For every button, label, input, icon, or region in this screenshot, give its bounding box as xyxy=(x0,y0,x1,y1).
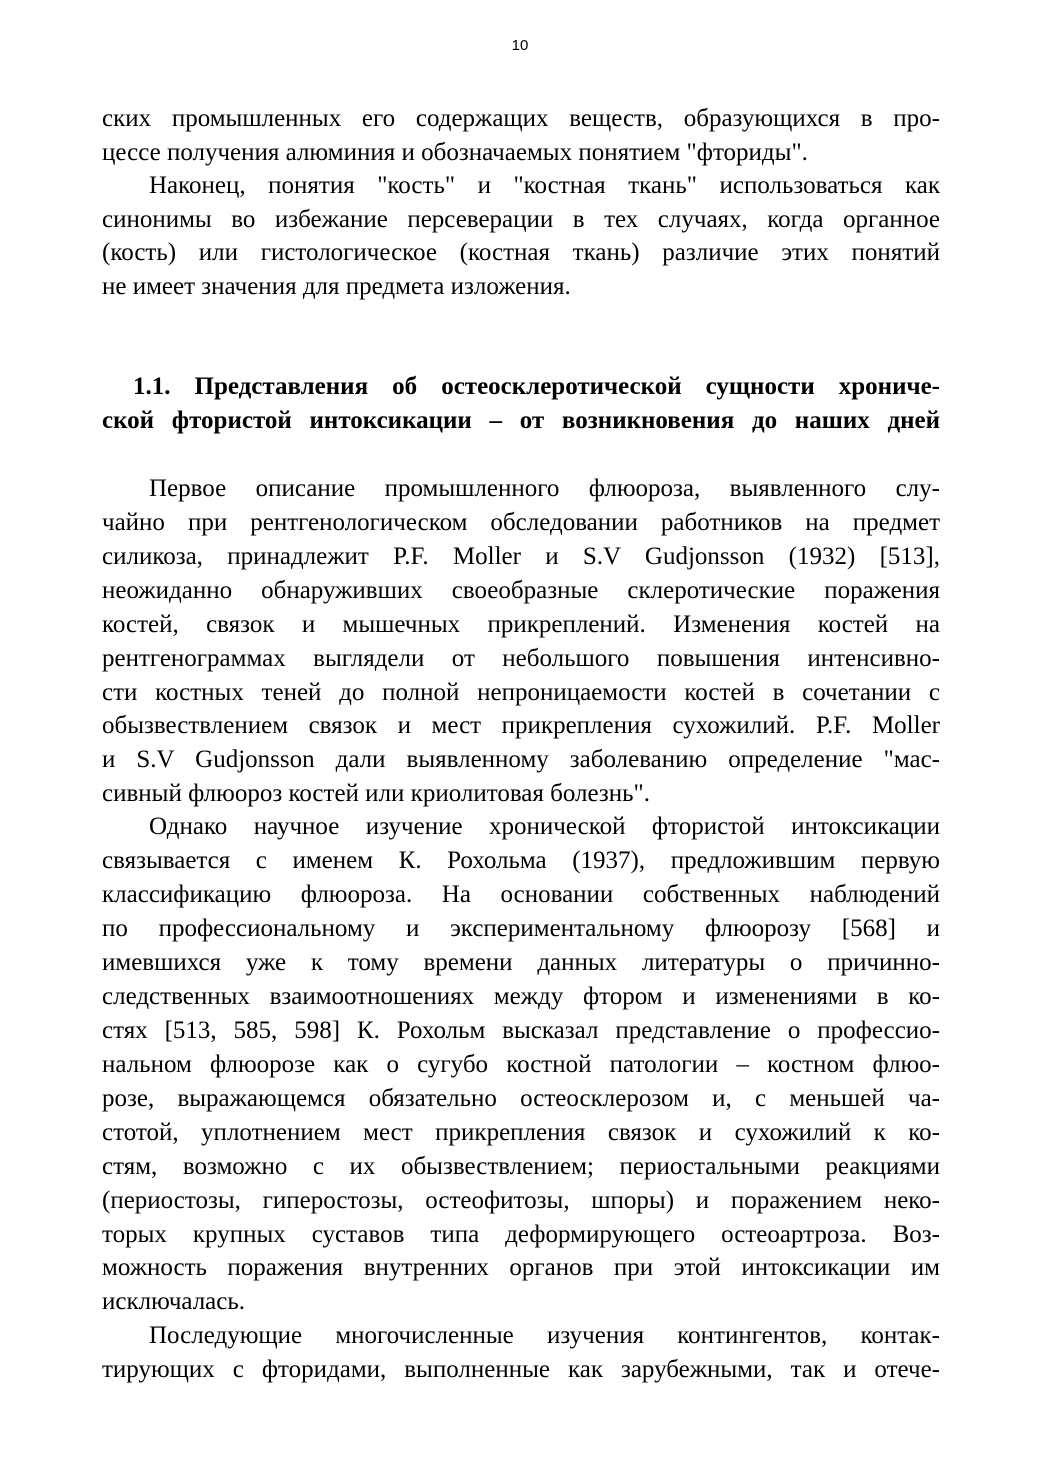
paragraph-line: (кость) или гистологическое (костная ткань) различие этих понятий xyxy=(102,239,940,266)
paragraph-line: сти костных теней до полной непроницаемости костей в сочетании с xyxy=(102,679,940,706)
paragraph-line: не имеет значения для предмета изложения. xyxy=(102,273,571,300)
paragraph-line: обызвествлением связок и мест прикрепления сухожилий. P.F. Moller xyxy=(102,712,940,739)
heading-line: 1.1. Представления об остеосклеротической сущности хрониче- xyxy=(133,373,940,400)
paragraph-line: классификацию флюороза. На основании собственных наблюдений xyxy=(102,881,940,908)
paragraph-line: связывается с именем К. Рохольма (1937), предложившим первую xyxy=(102,847,940,874)
paragraph-line: розе, выражающемся обязательно остеосклерозом и, с меньшей ча- xyxy=(102,1085,940,1112)
paragraph-line: и S.V Gudjonsson дали выявленному заболеванию определение "мас- xyxy=(102,746,940,773)
paragraph-line: Последующие многочисленные изучения контингентов, контак- xyxy=(149,1322,940,1349)
paragraph-line: ских промышленных его содержащих веществ, образующихся в про- xyxy=(102,105,940,132)
paragraph-line: неожиданно обнаруживших своеобразные склеротические поражения xyxy=(102,577,940,604)
paragraph-line: цессе получения алюминия и обозначаемых понятием "фториды". xyxy=(102,139,808,166)
paragraph-line: сивный флюороз костей или криолитовая болезнь". xyxy=(102,780,651,807)
paragraph-line: исключалась. xyxy=(102,1288,246,1315)
paragraph-line: имевшихся уже к тому времени данных литературы о причинно- xyxy=(102,949,940,976)
paragraph-line: чайно при рентгенологическом обследовании работников на предмет xyxy=(102,509,940,536)
paragraph-line: можность поражения внутренних органов при этой интоксикации им xyxy=(102,1254,940,1281)
paragraph-line: торых крупных суставов типа деформирующего остеоартроза. Воз- xyxy=(102,1221,940,1248)
paragraph-line: Первое описание промышленного флюороза, выявленного слу- xyxy=(149,475,940,502)
paragraph-line: по профессиональному и экспериментальному флюорозу [568] и xyxy=(102,915,940,942)
paragraph-line: синонимы во избежание персеверации в тех случаях, когда органное xyxy=(102,206,940,233)
paragraph-line: рентгенограммах выглядели от небольшого повышения интенсивно- xyxy=(102,645,940,672)
paragraph-line: стям, возможно с их обызвествлением; периостальными реакциями xyxy=(102,1153,940,1180)
paragraph-line: Однако научное изучение хронической фтористой интоксикации xyxy=(149,813,940,840)
paragraph-line: тирующих с фторидами, выполненные как зарубежными, так и отече- xyxy=(102,1356,940,1383)
page-number: 10 xyxy=(511,37,529,54)
paragraph-line: нальном флюорозе как о сугубо костной патологии – костном флюо- xyxy=(102,1051,940,1078)
heading-line: ской фтористой интоксикации – от возникновения до наших дней xyxy=(102,407,940,434)
paragraph-line: Наконец, понятия "кость" и "костная ткань" использоваться как xyxy=(149,172,940,199)
paragraph-line: костей, связок и мышечных прикреплений. Изменения костей на xyxy=(102,611,940,638)
paragraph-line: (периостозы, гиперостозы, остеофитозы, шпоры) и поражением неко- xyxy=(102,1187,940,1214)
paragraph-line: силикоза, принадлежит P.F. Moller и S.V Gudjonsson (1932) [513], xyxy=(102,543,940,570)
paragraph-line: стотой, уплотнением мест прикрепления связок и сухожилий к ко- xyxy=(102,1119,940,1146)
paragraph-line: следственных взаимоотношениях между фтором и изменениями в ко- xyxy=(102,983,940,1010)
paragraph-line: стях [513, 585, 598] К. Рохольм высказал представление о профессио- xyxy=(102,1017,940,1044)
